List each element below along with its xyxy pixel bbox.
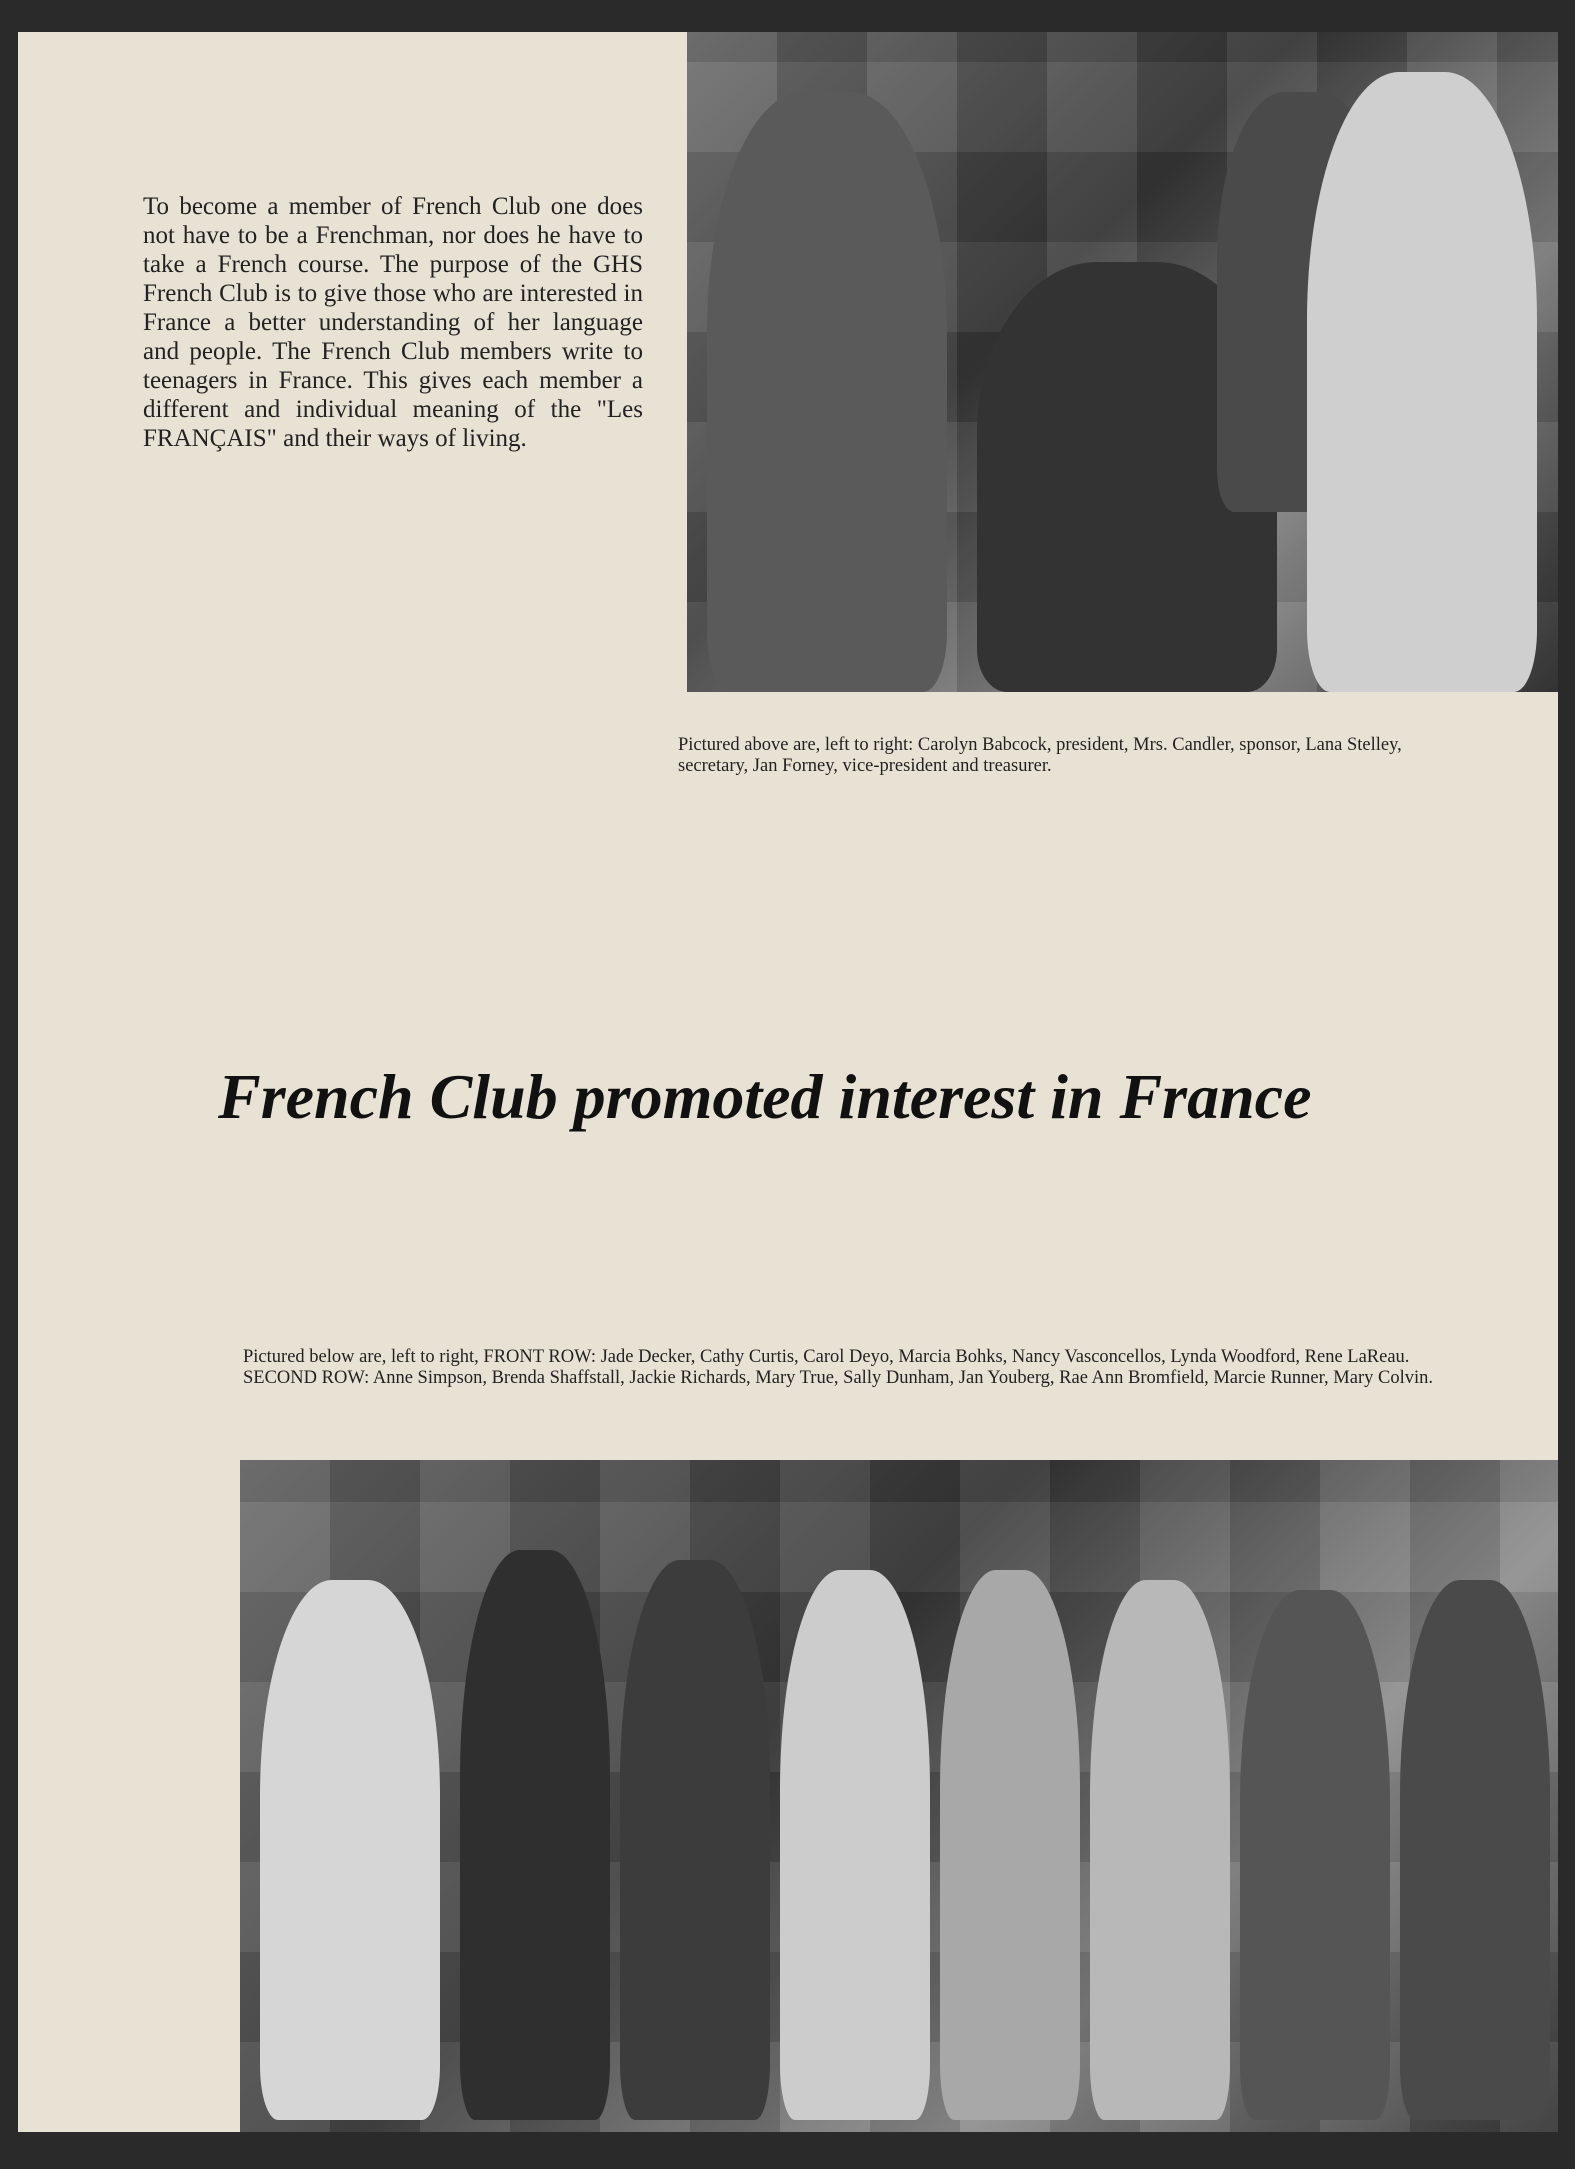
officers-caption: Pictured above are, left to right: Carolyn Babcock, president, Mrs. Candler, sponsor, Lana Stelley, secretary, Jan Forney, vice-president and treasurer. — [678, 735, 1402, 776]
members-caption: Pictured below are, left to right, FRONT ROW: Jade Decker, Cathy Curtis, Carol Deyo, Marcia Bohks, Nancy Vasconcellos, Lynda Woodford, Rene LaReau. SECOND ROW: Anne Simpson, Brenda Shaffstall, Jackie Richards, Mary True, Sally Dunham, Jan Youberg, Rae Ann Bromfield, Marcie Runner, Mary Colvin. — [243, 1347, 1433, 1388]
intro-paragraph: To become a member of French Club one does not have to be a Frenchman, nor does he have to take a French course. The purpose of the GHS French Club is to give those who are interested in France a better understanding of her language and people. The French Club members write to teenagers in France. This gives each member a different and individual meaning of the "Les FRANÇAIS" and their ways of living. — [143, 193, 643, 452]
officers-photo — [687, 32, 1558, 692]
page-title: French Club promoted interest in France — [218, 1061, 1312, 1132]
members-group-photo — [240, 1460, 1558, 2132]
yearbook-page — [18, 32, 1558, 2132]
